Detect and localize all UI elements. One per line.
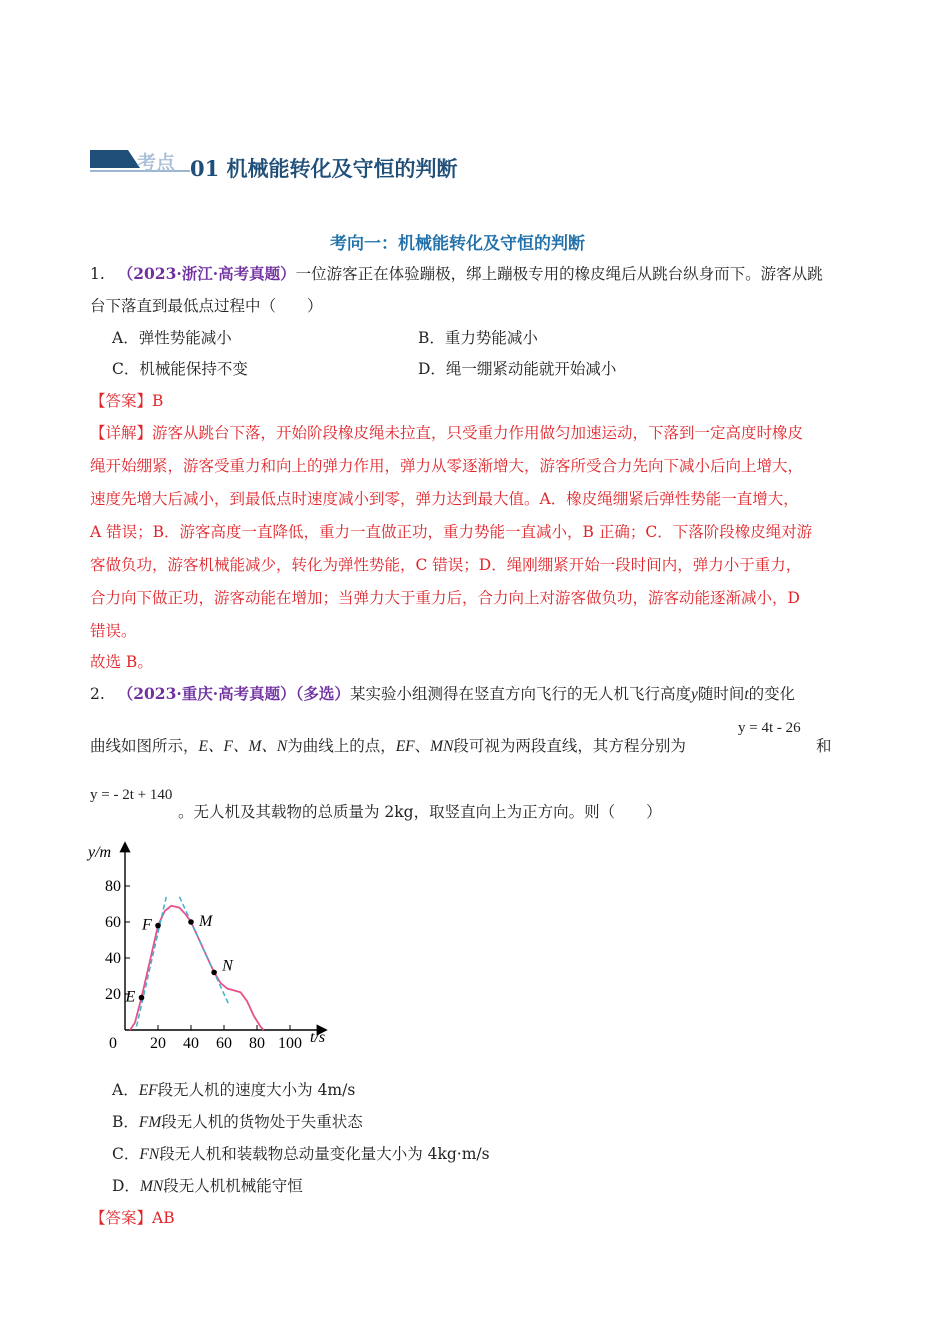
q2-stem-line3: 。无人机及其载物的总质量为 2kg，取竖直向上为正方向。则（ ） [178,803,662,821]
chart-point-E [139,995,145,1001]
height-time-chart [80,838,350,1058]
chart-point-label-N: N [222,957,233,975]
chart-y-axis-label: y/m [88,844,112,861]
q2-stem-text1b: 随时间 [697,685,745,703]
q2-var-t: t [744,686,749,703]
chart-point-label-F: F [142,916,152,934]
chart-x-tick-label-100: 100 [278,1035,302,1052]
q2-option-b-text: 段无人机的货物处于失重状态 [161,1113,363,1131]
q2-number: 2. [90,685,105,703]
chart-x-tick-label-40: 40 [183,1035,199,1052]
chart-x-tick-label-60: 60 [216,1035,232,1052]
q1-option-b: B．重力势能减小 [418,329,538,347]
chart-point-F [155,923,161,929]
section-badge-text: 考点 [137,152,176,174]
q2-option-a-text: 段无人机的速度大小为 4m/s [157,1081,356,1099]
q2-stem-line1 [90,684,795,705]
q2-equation-1: y = 4t - 26 [738,720,801,736]
q2-points: E、F、M、N [198,738,288,755]
q2-stem-text2a: 曲线如图所示， [90,737,199,755]
q1-stem-line1 [90,264,823,284]
q1-source: （2023·浙江·高考真题） [117,264,296,283]
q2-equation-2: y = - 2t + 140 [90,787,173,803]
chart-point-N [211,970,217,976]
q2-stem-text1a: 某实验小组测得在竖直方向飞行的无人机飞行高度 [349,685,691,703]
chart-point-M [188,919,194,925]
chart-y-tick-label-60: 60 [105,914,121,931]
q1-stem-text1: 一位游客正在体验蹦极，绑上蹦极专用的橡皮绳后从跳台纵身而下。游客从跳 [295,265,823,283]
chart-y-tick-label-80: 80 [105,878,121,895]
q2-var-y: y [690,686,698,703]
q2-answer: 【答案】AB [90,1209,175,1227]
q2-seg-ef: EF [395,738,415,755]
q1-detail-line5: 客做负功，游客机械能减少，转化为弹性势能，C 错误；D．绳刚绷紧开始一段时间内，弹力小于重力， [90,556,802,574]
q1-option-a: A．弹性势能减小 [112,329,232,347]
q1-option-d: D．绳一绷紧动能就开始减小 [418,360,617,378]
q1-detail-line7: 错误。 [90,622,137,640]
q2-option-a [112,1080,355,1101]
q1-detail-line1: 【详解】游客从跳台下落，开始阶段橡皮绳未拉直，只受重力作用做匀加速运动，下落到一定高度时橡皮 [90,424,804,442]
q2-option-d-text: 段无人机机械能守恒 [163,1177,303,1195]
q2-option-c-seg: FN [139,1146,160,1163]
q2-stem-text1c: 的变化 [748,685,796,703]
chart-y-tick-label-40: 40 [105,950,121,967]
q2-option-a-seg: EF [138,1082,158,1099]
chart-point-label-E: E [125,988,136,1006]
q1-number: 1. [90,265,105,283]
chart-x-tick-label-80: 80 [249,1035,265,1052]
chart-y-tick-label-20: 20 [105,986,121,1003]
q2-option-d-letter: D． [112,1177,140,1195]
q2-and: 和 [816,737,832,755]
q1-detail-line3: 速度先增大后减小，到最低点时速度减小到零，弹力达到最大值。A．橡皮绳绷紧后弹性势能一直增大， [90,490,799,508]
q2-stem-text2c: 段可视为两段直线，其方程分别为 [453,737,686,755]
q2-stem-line2 [90,736,686,757]
chart-x-axis-label: t/s [310,1029,326,1046]
chart-point-label-M: M [199,913,213,930]
q1-detail-line6: 合力向下做正功，游客动能在增加；当弹力大于重力后，合力向上对游客做负功，游客动能逐渐减小，D [90,589,800,607]
q2-source: （2023·重庆·高考真题） [117,684,296,703]
q1-option-c: C．机械能保持不变 [112,360,248,378]
q2-option-c [112,1144,490,1165]
q1-stem-line2: 台下落直到最低点过程中（ ） [90,297,323,315]
q2-option-b-letter: B． [112,1113,139,1131]
q2-option-c-text: 段无人机和装载物总动量变化量大小为 4kg·m/s [159,1145,490,1163]
q2-option-d-seg: MN [139,1178,164,1195]
section-title: 01 机械能转化及守恒的判断 [190,156,458,181]
chart-x-tick-label-20: 20 [150,1035,166,1052]
q2-seg-mn: MN [430,738,454,755]
q2-option-b-seg: FM [138,1114,162,1131]
q2-option-d [112,1176,303,1197]
q2-sep: 、 [414,737,431,755]
q1-answer: 【答案】B [90,392,164,410]
q2-option-c-letter: C． [112,1145,140,1163]
topic-title: 考向一：机械能转化及守恒的判断 [330,234,585,254]
q2-multi-tag: （多选） [295,684,350,703]
q2-option-b [112,1112,363,1133]
q2-stem-text2b: 为曲线上的点， [287,737,396,755]
q1-conclusion: 故选 B。 [90,653,153,671]
q1-detail-line2: 绳开始绷紧，游客受重力和向上的弹力作用，弹力从零逐渐增大，游客所受合力先向下减小后向上增大， [90,457,804,475]
chart-x-tick-label-0: 0 [109,1035,117,1052]
q2-option-a-letter: A． [112,1081,139,1099]
q1-detail-line4: A 错误；B．游客高度一直降低，重力一直做正功，重力势能一直减小，B 正确；C．下落阶段橡皮绳对游 [90,523,813,541]
